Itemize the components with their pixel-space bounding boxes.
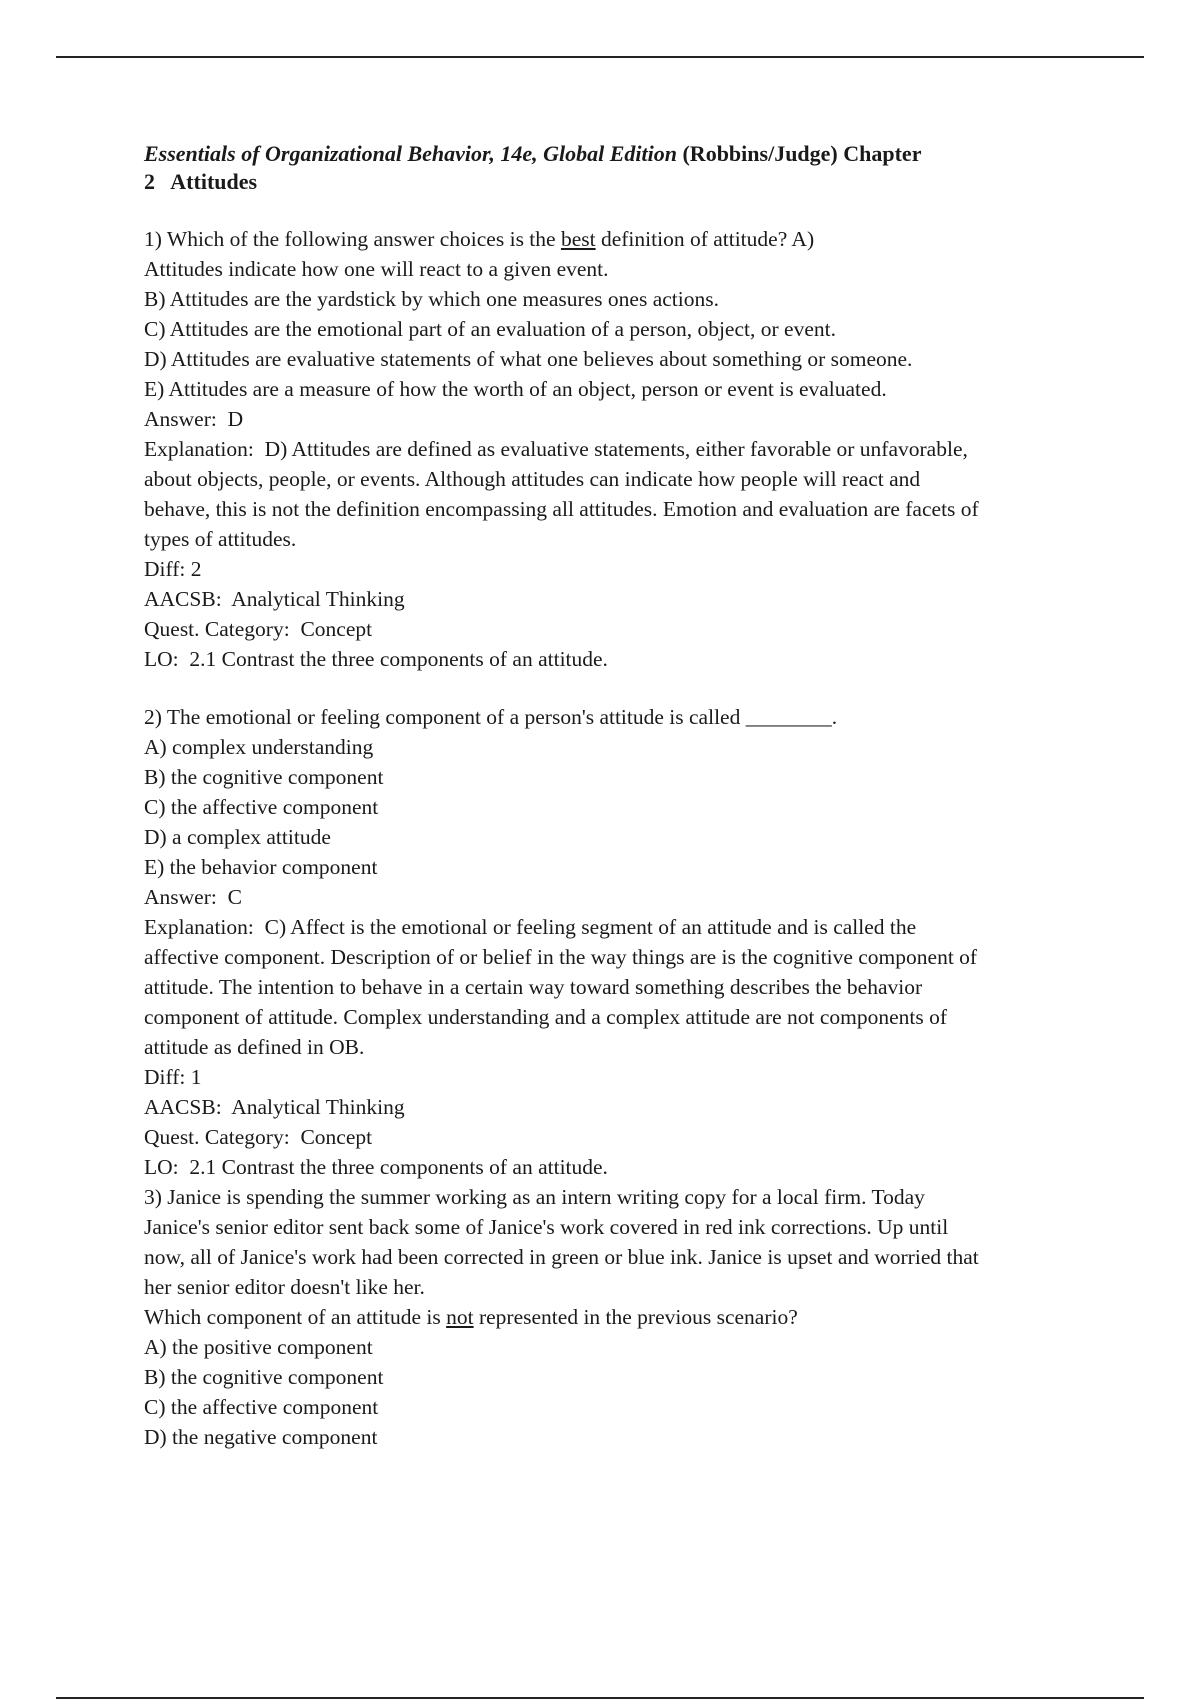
choice-a: A) the positive component [144, 1335, 373, 1359]
question-stem: 2) The emotional or feeling component of a person's attitude is called ________. [144, 702, 1104, 732]
explanation-line: types of attitudes. [144, 527, 297, 551]
learning-objective: LO: 2.1 Contrast the three components of an attitude. [144, 647, 608, 671]
scenario-line: now, all of Janice's work had been corrected in green or blue ink. Janice is upset and worried that [144, 1245, 979, 1269]
choice-c: C) Attitudes are the emotional part of an evaluation of a person, object, or event. [144, 317, 836, 341]
question-2 [144, 702, 1104, 1182]
explanation-line: attitude. The intention to behave in a certain way toward something describes the behavior [144, 975, 923, 999]
header-rule [56, 56, 1144, 58]
answer: Answer: C [144, 885, 242, 909]
emphasis-word: not [446, 1305, 474, 1329]
explanation-line: Explanation: D) Attitudes are defined as evaluative statements, either favorable or unfavorable, [144, 437, 968, 461]
title-authors-chapter: (Robbins/Judge) Chapter [676, 141, 922, 166]
title-chapter-name: 2 Attitudes [144, 169, 258, 194]
aacsb: AACSB: Analytical Thinking [144, 587, 405, 611]
emphasis-word: best [560, 227, 596, 251]
explanation-line: Explanation: C) Affect is the emotional or feeling segment of an attitude and is called the [144, 915, 917, 939]
choice-e: E) the behavior component [144, 855, 378, 879]
fill-in-blank: ________ [745, 705, 832, 729]
choice-b: B) the cognitive component [144, 1365, 384, 1389]
learning-objective: LO: 2.1 Contrast the three components of an attitude. [144, 1155, 608, 1179]
choice-a: A) complex understanding [144, 735, 374, 759]
question-category: Quest. Category: Concept [144, 617, 373, 641]
scenario-line: 3) Janice is spending the summer working as an intern writing copy for a local firm. Today [144, 1185, 925, 1209]
answer: Answer: D [144, 407, 244, 431]
question-stem: Which component of an attitude is not represented in the previous scenario? [144, 1305, 798, 1329]
footer-rule [56, 1697, 1144, 1699]
choice-c: C) the affective component [144, 795, 379, 819]
question-3 [144, 1182, 1104, 1452]
aacsb: AACSB: Analytical Thinking [144, 1095, 405, 1119]
choice-d: D) a complex attitude [144, 825, 331, 849]
explanation-line: about objects, people, or events. Although attitudes can indicate how people will react and [144, 467, 921, 491]
question-1 [144, 224, 1104, 674]
explanation-line: component of attitude. Complex understanding and a complex attitude are not components of [144, 1005, 948, 1029]
choice-b: B) Attitudes are the yardstick by which one measures ones actions. [144, 287, 719, 311]
title-book: Essentials of Organizational Behavior, 14e, Global Edition [144, 141, 677, 166]
explanation-line: affective component. Description of or belief in the way things are is the cognitive component of [144, 945, 978, 969]
choice-e: E) Attitudes are a measure of how the worth of an object, person or event is evaluated. [144, 377, 887, 401]
document-body [144, 140, 1104, 1452]
document-title [144, 140, 1104, 196]
scenario-line: Janice's senior editor sent back some of Janice's work covered in red ink corrections. Up until [144, 1215, 949, 1239]
choice-b: B) the cognitive component [144, 765, 384, 789]
question-category: Quest. Category: Concept [144, 1125, 373, 1149]
choice-d: D) the negative component [144, 1425, 378, 1449]
choice-a: Attitudes indicate how one will react to a given event. [144, 257, 609, 281]
scenario-line: her senior editor doesn't like her. [144, 1275, 425, 1299]
question-stem: 1) Which of the following answer choices is the best definition of attitude? A) [144, 227, 815, 251]
choice-c: C) the affective component [144, 1395, 379, 1419]
explanation-line: attitude as defined in OB. [144, 1035, 365, 1059]
difficulty: Diff: 2 [144, 557, 202, 581]
explanation-line: behave, this is not the definition encompassing all attitudes. Emotion and evaluation are facets of [144, 497, 979, 521]
difficulty: Diff: 1 [144, 1065, 202, 1089]
choice-d: D) Attitudes are evaluative statements of what one believes about something or someone. [144, 347, 913, 371]
